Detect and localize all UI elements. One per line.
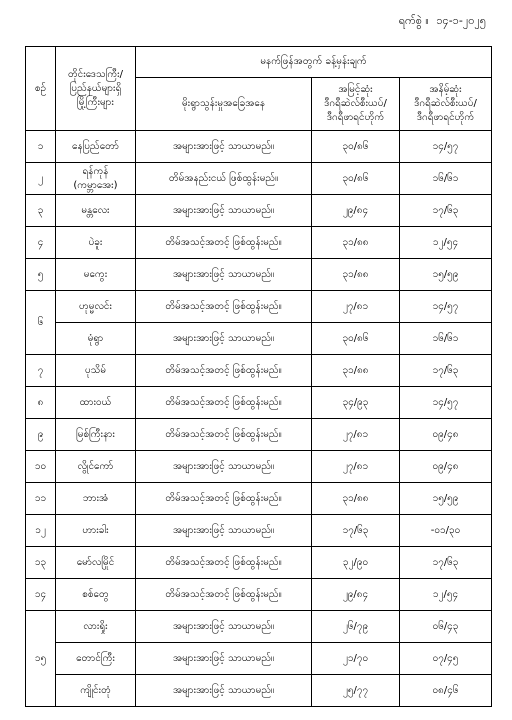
lowest-temperature: ၀၉/၄၈ — [400, 419, 492, 451]
lowest-temperature: ၁၅/၅၉ — [400, 483, 492, 515]
weather-condition: တိမ်အနည်းငယ် ဖြစ်ထွန်းမည်။ — [136, 163, 312, 195]
header-highest-line: အမြင့်ဆုံး — [338, 84, 373, 95]
header-lowest-line: ဒီဂရီဖာရင်ဟိုက် — [416, 112, 475, 123]
header-region — [56, 47, 136, 131]
header-forecast-group: မနက်ဖြန်အတွက် ခန့်မှန်းချက် — [136, 47, 492, 78]
table-row — [26, 355, 492, 387]
highest-temperature: ၁၇/၆၃ — [312, 515, 400, 547]
row-number: ၁၄ — [26, 579, 56, 611]
lowest-temperature: ၁၆/၆၁ — [400, 163, 492, 195]
lowest-temperature: ၁၇/၆၃ — [400, 355, 492, 387]
header-region-line: မြို့ကြီးများ — [77, 96, 114, 108]
lowest-temperature: ၁၄/၅၇ — [400, 387, 492, 419]
weather-condition: တိမ်အသင့်အတင့် ဖြစ်ထွန်းမည်။ — [136, 483, 312, 515]
city-name: တောင်ကြီး — [56, 643, 136, 675]
highest-temperature: ၂၉/၈၄ — [312, 579, 400, 611]
row-number: ၁၂ — [26, 515, 56, 547]
city-name: ဘားအံ — [56, 483, 136, 515]
weather-condition: အများအားဖြင့် သာယာမည်။ — [136, 515, 312, 547]
highest-temperature: ၂၅/၇၇ — [312, 675, 400, 707]
highest-temperature: ၃၀/၈၆ — [312, 131, 400, 163]
row-number: ၁၀ — [26, 451, 56, 483]
highest-temperature: ၃၀/၈၆ — [312, 163, 400, 195]
row-number: ၃ — [26, 195, 56, 227]
table-row — [26, 163, 492, 195]
forecast-body — [26, 131, 492, 707]
city-name: ကျိုင်းတုံ — [56, 675, 136, 707]
lowest-temperature: ၁၆/၆၁ — [400, 323, 492, 355]
header-lowest-line: ဒီဂရီဆဲလ်စီးယပ်/ — [414, 98, 477, 109]
date-label: ရက်စွဲ ။ — [398, 14, 429, 27]
city-name: လားရှိုး — [56, 611, 136, 643]
city-name: ဟုမ္မလင်း — [56, 291, 136, 323]
highest-temperature: ၃၁/၈၈ — [312, 355, 400, 387]
city-name: ဟားခါး — [56, 515, 136, 547]
table-row — [26, 611, 492, 643]
lowest-temperature: ၁၇/၆၃ — [400, 195, 492, 227]
weather-condition: အများအားဖြင့် သာယာမည်။ — [136, 195, 312, 227]
city-name: နေပြည်တော် — [56, 131, 136, 163]
highest-temperature: ၂၇/၈၁ — [312, 451, 400, 483]
lowest-temperature: ၁၇/၆၃ — [400, 547, 492, 579]
lowest-temperature: ၁၄/၅၇ — [400, 131, 492, 163]
header-condition: မိုးရွာသွန်းမှုအခြေအနေ — [136, 78, 312, 131]
city-name: ပုသိမ် — [56, 355, 136, 387]
weather-condition: အများအားဖြင့် သာယာမည်။ — [136, 323, 312, 355]
table-row — [26, 579, 492, 611]
table-row — [26, 227, 492, 259]
header-region-line: ပြည်နယ်များရှိ — [69, 82, 122, 94]
header-lowest-line: အနိမ့်ဆုံး — [429, 84, 462, 95]
highest-temperature: ၃၁/၈၈ — [312, 259, 400, 291]
city-name: မော်လမြိုင် — [56, 547, 136, 579]
weather-condition: တိမ်အသင့်အတင့် ဖြစ်ထွန်းမည်။ — [136, 387, 312, 419]
city-name: ပဲခူး — [56, 227, 136, 259]
table-row — [26, 451, 492, 483]
weather-condition: တိမ်အသင့်အတင့် ဖြစ်ထွန်းမည်။ — [136, 579, 312, 611]
row-number: ၁၃ — [26, 547, 56, 579]
row-number: ၈ — [26, 387, 56, 419]
weather-condition: အများအားဖြင့် သာယာမည်။ — [136, 643, 312, 675]
table-row — [26, 547, 492, 579]
row-number: ၉ — [26, 419, 56, 451]
highest-temperature: ၃၁/၈၈ — [312, 227, 400, 259]
date-value: ၁၄-၁-၂၀၂၅ — [436, 14, 486, 27]
weather-condition: အများအားဖြင့် သာယာမည်။ — [136, 675, 312, 707]
weather-condition: တိမ်အသင့်အတင့် ဖြစ်ထွန်းမည်။ — [136, 291, 312, 323]
lowest-temperature: ၀၆/၄၃ — [400, 611, 492, 643]
table-row — [26, 419, 492, 451]
table-row — [26, 259, 492, 291]
weather-condition: တိမ်အသင့်အတင့် ဖြစ်ထွန်းမည်။ — [136, 419, 312, 451]
header-no: စဉ် — [26, 47, 56, 131]
city-name: မန္တလေး — [56, 195, 136, 227]
header-highest-line: ဒီဂရီဆဲလ်စီးယပ်/ — [324, 98, 387, 109]
table-row — [26, 387, 492, 419]
city-name: မြစ်ကြီးနား — [56, 419, 136, 451]
header-lowest-temp — [400, 78, 492, 131]
highest-temperature: ၂၆/၇၉ — [312, 611, 400, 643]
table-row — [26, 483, 492, 515]
table-row — [26, 643, 492, 675]
lowest-temperature: ၁၂/၅၄ — [400, 227, 492, 259]
table-row — [26, 323, 492, 355]
weather-condition: အများအားဖြင့် သာယာမည်။ — [136, 611, 312, 643]
lowest-temperature: ၀၉/၄၈ — [400, 451, 492, 483]
header-highest-line: ဒီဂရီဖာရင်ဟိုက် — [326, 112, 385, 123]
city-name: မကွေး — [56, 259, 136, 291]
highest-temperature: ၂၉/၈၄ — [312, 195, 400, 227]
row-number: ၁၅ — [26, 611, 56, 707]
weather-condition: တိမ်အသင့်အတင့် ဖြစ်ထွန်းမည်။ — [136, 227, 312, 259]
lowest-temperature: ၁၄/၅၇ — [400, 291, 492, 323]
header-highest-temp — [312, 78, 400, 131]
highest-temperature: ၂၇/၈၁ — [312, 291, 400, 323]
city-name: ထားဝယ် — [56, 387, 136, 419]
table-row — [26, 131, 492, 163]
row-number: ၇ — [26, 355, 56, 387]
table-row — [26, 515, 492, 547]
lowest-temperature: ၁၅/၅၉ — [400, 259, 492, 291]
table-row — [26, 675, 492, 707]
header-region-line: တိုင်းဒေသကြီး/ — [67, 68, 124, 80]
city-name: စစ်တွေ — [56, 579, 136, 611]
lowest-temperature: ၀၇/၄၅ — [400, 643, 492, 675]
table-row — [26, 195, 492, 227]
table-row — [26, 291, 492, 323]
row-number: ၁ — [26, 131, 56, 163]
highest-temperature: ၃၀/၈၆ — [312, 323, 400, 355]
city-name: ရန်ကုန် (ကမ္ဘာအေး) — [56, 163, 136, 195]
weather-condition: အများအားဖြင့် သာယာမည်။ — [136, 131, 312, 163]
city-name: မုံရွာ — [56, 323, 136, 355]
lowest-temperature: ၁၂/၅၄ — [400, 579, 492, 611]
highest-temperature: ၃၁/၈၈ — [312, 483, 400, 515]
highest-temperature: ၃၄/၉၃ — [312, 387, 400, 419]
row-number: ၆ — [26, 291, 56, 355]
highest-temperature: ၂၇/၈၁ — [312, 419, 400, 451]
weather-condition: အများအားဖြင့် သာယာမည်။ — [136, 259, 312, 291]
row-number: ၂ — [26, 163, 56, 195]
row-number: ၅ — [26, 259, 56, 291]
row-number: ၄ — [26, 227, 56, 259]
lowest-temperature: ၀၈/၄၆ — [400, 675, 492, 707]
highest-temperature: ၃၂/၉၀ — [312, 547, 400, 579]
weather-condition: တိမ်အသင့်အတင့် ဖြစ်ထွန်းမည်။ — [136, 547, 312, 579]
city-name: လွိုင်ကော် — [56, 451, 136, 483]
forecast-table — [25, 46, 492, 707]
weather-condition: တိမ်အသင့်အတင့် ဖြစ်ထွန်းမည်။ — [136, 355, 312, 387]
highest-temperature: ၂၁/၇၀ — [312, 643, 400, 675]
row-number: ၁၁ — [26, 483, 56, 515]
weather-condition: အများအားဖြင့် သာယာမည်။ — [136, 451, 312, 483]
document-date — [395, 14, 486, 30]
lowest-temperature: -၀၁/၃၀ — [400, 515, 492, 547]
